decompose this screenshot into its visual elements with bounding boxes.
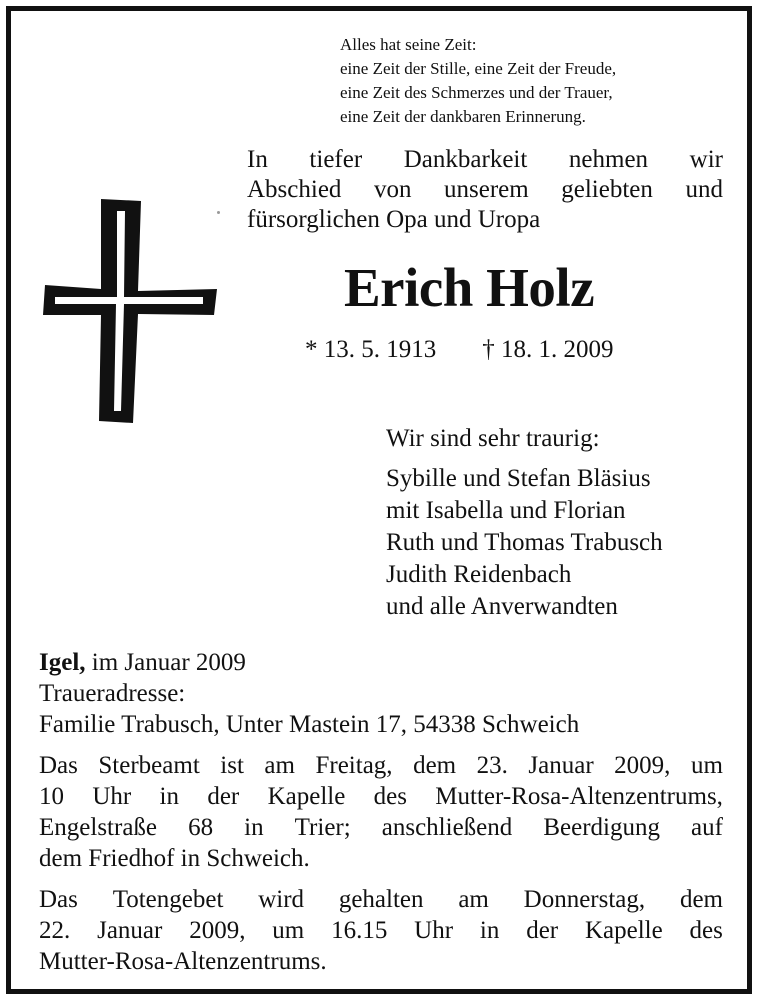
intro-word: von — [373, 176, 412, 203]
prayer-paragraph — [39, 884, 723, 977]
funeral-word: dem Friedhof in Schweich. — [39, 845, 310, 872]
funeral-word: der — [207, 783, 240, 810]
prayer-word: gehalten — [338, 886, 424, 913]
prayer-line — [39, 946, 723, 977]
intro-word: nehmen — [568, 146, 649, 173]
funeral-word: Freitag, — [315, 752, 393, 779]
funeral-word: am — [264, 752, 295, 779]
prayer-word: am — [458, 886, 489, 913]
prayer-word: Kapelle — [584, 917, 663, 944]
prayer-word: der — [526, 917, 559, 944]
prayer-line — [39, 915, 723, 946]
prayer-word: 22. — [39, 917, 71, 944]
intro-word: fürsorglichen Opa und Uropa — [247, 206, 541, 233]
quote-line: eine Zeit der dankbaren Erinnerung. — [340, 107, 586, 126]
intro-text — [247, 145, 723, 235]
mourner-name: und alle Anverwandten — [386, 593, 618, 620]
mourner-name: Judith Reidenbach — [386, 561, 572, 588]
funeral-word: anschließend — [381, 814, 513, 841]
prayer-word: Januar — [97, 917, 163, 944]
funeral-word: Trier; — [294, 814, 351, 841]
funeral-word: Sterbeamt — [98, 752, 200, 779]
prayer-line — [39, 884, 723, 915]
funeral-paragraph — [39, 750, 723, 874]
prayer-word: Uhr — [414, 917, 454, 944]
funeral-word: Uhr — [92, 783, 132, 810]
funeral-word: auf — [691, 814, 723, 841]
details-block — [39, 647, 723, 977]
address: Familie Trabusch, Unter Mastein 17, 54338 Schweich — [39, 711, 580, 738]
prayer-word: um — [272, 917, 305, 944]
intro-word: unserem — [444, 176, 529, 203]
funeral-word: Engelstraße — [39, 814, 158, 841]
bible-quote — [340, 33, 616, 129]
funeral-word: Beerdigung — [543, 814, 660, 841]
deceased-name: Erich Holz — [344, 257, 595, 318]
funeral-word: in — [244, 814, 264, 841]
intro-word: wir — [689, 146, 723, 173]
prayer-word: 16.15 — [331, 917, 388, 944]
funeral-word: 10 — [39, 783, 64, 810]
funeral-word: ist — [220, 752, 244, 779]
prayer-word: 2009, — [189, 917, 246, 944]
intro-word: tiefer — [309, 146, 363, 173]
intro-line — [247, 145, 723, 175]
mourner-name: Sybille und Stefan Bläsius — [386, 465, 651, 492]
funeral-line — [39, 750, 723, 781]
funeral-word: Kapelle — [267, 783, 346, 810]
funeral-line — [39, 812, 723, 843]
intro-line — [247, 175, 723, 205]
life-dates — [305, 335, 614, 365]
prayer-word: wird — [258, 886, 305, 913]
mourner-name: mit Isabella und Florian — [386, 497, 626, 524]
funeral-word: dem — [413, 752, 457, 779]
prayer-word: des — [689, 917, 723, 944]
quote-line: eine Zeit der Stille, eine Zeit der Freude, — [340, 59, 617, 78]
mourner-name: Ruth und Thomas Trabusch — [386, 529, 663, 556]
funeral-word: 23. — [476, 752, 508, 779]
funeral-word: um — [690, 752, 723, 779]
funeral-word: Das — [39, 752, 78, 779]
intro-word: Dankbarkeit — [403, 146, 528, 173]
intro-line — [247, 205, 723, 235]
address-label: Traueradresse: — [39, 680, 186, 707]
prayer-word: Donnerstag, — [523, 886, 646, 913]
funeral-word: Mutter-Rosa-Altenzentrums, — [435, 783, 723, 810]
prayer-word: in — [479, 917, 500, 944]
funeral-word: in — [159, 783, 179, 810]
prayer-word: Das — [39, 886, 78, 913]
place-month: im Januar 2009 — [85, 649, 246, 676]
prayer-word: Mutter-Rosa-Altenzentrums. — [39, 948, 327, 975]
prayer-word: Totengebet — [112, 886, 224, 913]
place-town: Igel, — [39, 649, 86, 676]
funeral-line — [39, 781, 723, 812]
funeral-word: 2009, — [614, 752, 671, 779]
prayer-word: dem — [679, 886, 723, 913]
quote-line: Alles hat seine Zeit: — [340, 35, 477, 54]
quote-line: eine Zeit des Schmerzes und der Trauer, — [340, 83, 613, 102]
mourners-heading: Wir sind sehr traurig: — [386, 425, 600, 452]
intro-word: und — [685, 176, 723, 203]
intro-word: geliebten — [561, 176, 653, 203]
funeral-word: 68 — [188, 814, 214, 841]
funeral-line — [39, 843, 723, 874]
birth-date: * 13. 5. 1913 — [305, 336, 437, 363]
cross-icon — [41, 197, 219, 427]
funeral-word: Januar — [528, 752, 594, 779]
obituary-notice — [6, 6, 752, 994]
death-date: † 18. 1. 2009 — [482, 336, 614, 363]
speck-dot — [217, 211, 220, 214]
mourners-block — [386, 423, 663, 623]
intro-word: In — [247, 146, 268, 173]
intro-word: Abschied — [247, 176, 342, 203]
funeral-word: des — [373, 783, 407, 810]
place-date — [39, 647, 723, 678]
